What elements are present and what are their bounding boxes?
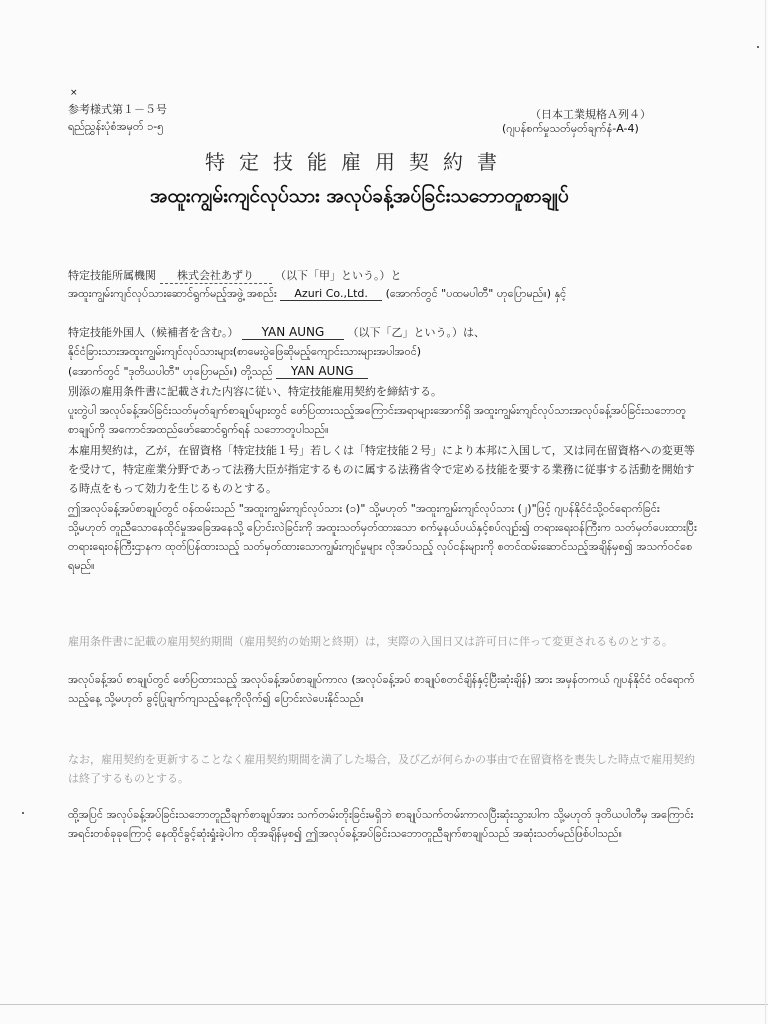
worker-line-my-1: နိုင်ငံခြားသားအထူးကျွမ်းကျင်လုပ်သားများ(စာမေးပွဲဖြေဆိုမည့်ကျောင်းသားများအပါအဝင်) — [68, 345, 422, 358]
worker-line-my-2 — [68, 364, 368, 381]
scan-edge-right — [765, 0, 766, 1024]
paragraph-3-my: အလုပ်ခန့်အပ် စာချုပ်တွင် ဖော်ပြထားသည့် အလုပ်ခန့်အပ်စာချုပ်ကာလ (အလုပ်ခန့်အပ် စာချုပ်စတင်ချိန်နှင့်ပြီးဆုံးချိန်) အား အမှန်တကယ် ဂျပန်နိုင်ငံ ဝင်ရောက်သည့်နေ့ သို့မဟုတ် ခွင့်ပြုချက်ကျသည့်နေ့ကိုလိုက်၍ ပြောင်းလဲပေးနိုင်သည်။ — [68, 673, 695, 705]
paragraph-1-jp: 別添の雇用条件書に記載された内容に従い、特定技能雇用契約を締結する。 — [68, 385, 442, 398]
worker-name-2: YAN AUNG — [276, 364, 368, 379]
paragraph-4-jp: なお，雇用契約を更新することなく雇用契約期間を満了した場合，及び乙が何らかの事由で在留資格を喪失した時点で雇用契約は終了するものとする。 — [68, 753, 695, 785]
scan-edge-line — [0, 1004, 768, 1005]
paragraph-4-my: ထို့အပြင် အလုပ်ခန့်အပ်ခြင်းသဘောတူညီချက်စာချုပ်အား သက်တမ်းတိုးခြင်းမရှိဘဲ စာချုပ်သက်တမ်းကာလပြီးဆုံးသွားပါက သို့မဟုတ် ဒုတိယပါတီမှ အကြောင်းအရင်းတစ်ခုခုကြောင့် နေထိုင်ခွင့်ဆုံးရှုံးခဲ့ပါက ထိုအချိန်မှစ၍ ဤအလုပ်ခန့်အပ်ခြင်းသဘောတူညီချက်စာချုပ်သည် အဆုံးသတ်မည်ဖြစ်ပါသည်။ — [68, 808, 694, 840]
employer-suffix-my: (အောက်တွင် "ပထမပါတီ" ဟုပြောမည်။) နှင့် — [385, 287, 567, 300]
worker-label-jp: 特定技能外国人（候補者を含む。） — [68, 326, 239, 339]
employer-line-jp — [68, 267, 402, 284]
employer-label-my: အထူးကျွမ်းကျင်လုပ်သားဆောင်ရွက်မည့်အဖွဲ့ အစည်း — [68, 287, 277, 300]
paragraph-1-my: ပူးတွဲပါ အလုပ်ခန့်အပ်ခြင်းသတ်မှတ်ချက်စာချုပ်များတွင် ဖော်ပြထားသည့်အကြောင်းအရာများအောက်ရှိ အထူးကျွမ်းကျင်လုပ်သားအလုပ်ခန့်အပ်ခြင်းသဘောတူစာချုပ်ကို အကောင်အထည်ဖော်ဆောင်ရွက်ရန် သဘောတူပါသည်။ — [68, 404, 687, 436]
corner-mark: × — [70, 88, 78, 98]
worker-line-jp — [68, 324, 485, 340]
paragraph-2-jp: 本雇用契約は，乙が，在留資格「特定技能１号」若しくは「特定技能２号」により本邦に入国して，又は同在留資格への変更等を受けて，特定産業分野であって法務大臣が指定するものに属する法務省令で定める技能を要する業務に従事する活動を開始する時点をもって効力を生じるものとする。 — [68, 444, 695, 495]
standard-jp: （日本工業規格Ａ列４） — [530, 108, 651, 121]
employer-name-en: Azuri Co.,Ltd. — [280, 287, 382, 301]
form-reference-my: ရည်ညွှန်းပုံစံအမှတ် ၁-၅ — [68, 120, 164, 133]
employer-name-jp: 株式会社あずり — [160, 267, 272, 284]
form-reference-jp: 参考様式第１－５号 — [68, 103, 167, 116]
title-my: အထူးကျွမ်းကျင်လုပ်သား အလုပ်ခန့်အပ်ခြင်းသဘောတူစာချုပ် — [150, 185, 569, 207]
scan-speck — [22, 812, 24, 814]
worker-name: YAN AUNG — [242, 325, 344, 340]
employer-suffix-jp: （以下「甲」という。）と — [275, 269, 402, 282]
worker-suffix-jp: （以下「乙」という。）は、 — [347, 326, 485, 339]
employer-line-my — [68, 287, 566, 303]
title-jp: 特定技能雇用契約書 — [205, 150, 511, 174]
scan-speck — [757, 46, 759, 48]
employer-label-jp: 特定技能所属機関 — [68, 269, 156, 282]
worker-line-my-2-prefix: (အောက်တွင် "ဒုတိယပါတီ" ဟုပြောမည်။) တို့သည် — [68, 365, 273, 378]
paragraph-2-my: ဤအလုပ်ခန့်အပ်စာချုပ်တွင် ဝန်ထမ်းသည် "အထူးကျွမ်းကျင်လုပ်သား (၁)" သို့မဟုတ် "အထူးကျွမ်းကျင်လုပ်သား (၂)"ဖြင့် ဂျပန်နိုင်ငံသို့ဝင်ရောက်ခြင်း သို့မဟုတ် တူညီသောနေထိုင်မှုအခြေအနေသို့ ပြောင်းလဲခြင်းကို အထူးသတ်မှတ်ထားသော စက်မှုနယ်ပယ်နှင့်စပ်လျဉ်း၍ တရားရေးဝန်ကြီးက သတ်မှတ်ပေးထားပြီး တရားရေးဝန်ကြီးဌာနက ထုတ်ပြန်ထားသည့် သတ်မှတ်ထားသောကျွမ်းကျင်မှုများ လိုအပ်သည့် လုပ်ငန်းများကို စတင်ထမ်းဆောင်သည့်အချိန်မှစ၍ အသက်ဝင်စေရမည်။ — [68, 502, 697, 572]
paragraph-3-jp: 雇用条件書に記載の雇用契約期間（雇用契約の始期と終期）は，実際の入国日又は許可日に伴って変更されるものとする。 — [68, 635, 673, 648]
standard-my: (ဂျပန်စက်မှုသတ်မှတ်ချက်နံ-A-4) — [502, 122, 639, 135]
